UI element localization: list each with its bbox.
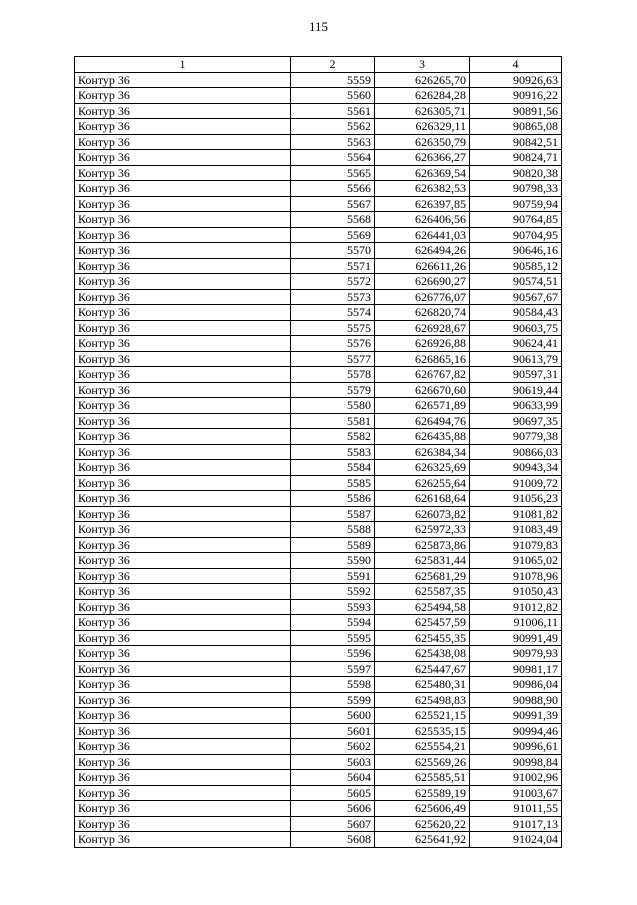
contour-name-cell: Контур 36: [75, 491, 291, 507]
table-row: [75, 289, 562, 305]
y-coordinate-cell: 91078,96: [470, 568, 562, 584]
table-row: [75, 661, 562, 677]
point-number-cell: 5607: [291, 816, 375, 832]
point-number-cell: 5589: [291, 537, 375, 553]
table-row: [75, 212, 562, 228]
y-coordinate-cell: 91065,02: [470, 553, 562, 569]
x-coordinate-cell: 625587,35: [375, 584, 470, 600]
x-coordinate-cell: 626325,69: [375, 460, 470, 476]
table-row: [75, 367, 562, 383]
table-row: [75, 723, 562, 739]
point-number-cell: 5567: [291, 196, 375, 212]
contour-name-cell: Контур 36: [75, 119, 291, 135]
contour-name-cell: Контур 36: [75, 770, 291, 786]
y-coordinate-cell: 91017,13: [470, 816, 562, 832]
y-coordinate-cell: 90633,99: [470, 398, 562, 414]
y-coordinate-cell: 90991,49: [470, 630, 562, 646]
x-coordinate-cell: 626571,89: [375, 398, 470, 414]
y-coordinate-cell: 90824,71: [470, 150, 562, 166]
y-coordinate-cell: 90926,63: [470, 72, 562, 88]
contour-name-cell: Контур 36: [75, 785, 291, 801]
contour-name-cell: Контур 36: [75, 460, 291, 476]
point-number-cell: 5603: [291, 754, 375, 770]
y-coordinate-cell: 90988,90: [470, 692, 562, 708]
x-coordinate-cell: 625831,44: [375, 553, 470, 569]
y-coordinate-cell: 91083,49: [470, 522, 562, 538]
contour-name-cell: Контур 36: [75, 599, 291, 615]
y-coordinate-cell: 90585,12: [470, 258, 562, 274]
table-row: [75, 491, 562, 507]
y-coordinate-cell: 90865,08: [470, 119, 562, 135]
contour-name-cell: Контур 36: [75, 475, 291, 491]
x-coordinate-cell: 625455,35: [375, 630, 470, 646]
table-row: [75, 630, 562, 646]
y-coordinate-cell: 91024,04: [470, 832, 562, 848]
x-coordinate-cell: 625641,92: [375, 832, 470, 848]
y-coordinate-cell: 90943,34: [470, 460, 562, 476]
contour-name-cell: Контур 36: [75, 196, 291, 212]
x-coordinate-cell: 625447,67: [375, 661, 470, 677]
y-coordinate-cell: 90798,33: [470, 181, 562, 197]
x-coordinate-cell: 625606,49: [375, 801, 470, 817]
point-number-cell: 5563: [291, 134, 375, 150]
x-coordinate-cell: 626441,03: [375, 227, 470, 243]
point-number-cell: 5605: [291, 785, 375, 801]
point-number-cell: 5573: [291, 289, 375, 305]
point-number-cell: 5569: [291, 227, 375, 243]
contour-name-cell: Контур 36: [75, 150, 291, 166]
point-number-cell: 5600: [291, 708, 375, 724]
table-row: [75, 460, 562, 476]
x-coordinate-cell: 625438,08: [375, 646, 470, 662]
x-coordinate-cell: 625480,31: [375, 677, 470, 693]
x-coordinate-cell: 626406,56: [375, 212, 470, 228]
table-row: [75, 398, 562, 414]
x-coordinate-cell: 626350,79: [375, 134, 470, 150]
table-row: [75, 413, 562, 429]
point-number-cell: 5559: [291, 72, 375, 88]
x-coordinate-cell: 625494,58: [375, 599, 470, 615]
x-coordinate-cell: 625589,19: [375, 785, 470, 801]
x-coordinate-cell: 626865,16: [375, 351, 470, 367]
contour-name-cell: Контур 36: [75, 398, 291, 414]
point-number-cell: 5608: [291, 832, 375, 848]
point-number-cell: 5560: [291, 88, 375, 104]
table-row: [75, 382, 562, 398]
contour-name-cell: Контур 36: [75, 305, 291, 321]
table-row: [75, 119, 562, 135]
point-number-cell: 5586: [291, 491, 375, 507]
x-coordinate-cell: 625498,83: [375, 692, 470, 708]
contour-name-cell: Контур 36: [75, 630, 291, 646]
contour-name-cell: Контур 36: [75, 708, 291, 724]
column-header-3: 3: [375, 57, 470, 73]
y-coordinate-cell: 90759,94: [470, 196, 562, 212]
contour-name-cell: Контур 36: [75, 801, 291, 817]
y-coordinate-cell: 91081,82: [470, 506, 562, 522]
y-coordinate-cell: 90619,44: [470, 382, 562, 398]
table-row: [75, 243, 562, 259]
y-coordinate-cell: 90646,16: [470, 243, 562, 259]
contour-name-cell: Контур 36: [75, 754, 291, 770]
table-row: [75, 196, 562, 212]
point-number-cell: 5583: [291, 444, 375, 460]
table-row: [75, 816, 562, 832]
point-number-cell: 5561: [291, 103, 375, 119]
contour-name-cell: Контур 36: [75, 506, 291, 522]
x-coordinate-cell: 626494,26: [375, 243, 470, 259]
point-number-cell: 5571: [291, 258, 375, 274]
y-coordinate-cell: 90986,04: [470, 677, 562, 693]
point-number-cell: 5574: [291, 305, 375, 321]
contour-name-cell: Контур 36: [75, 553, 291, 569]
point-number-cell: 5591: [291, 568, 375, 584]
point-number-cell: 5572: [291, 274, 375, 290]
table-row: [75, 320, 562, 336]
point-number-cell: 5575: [291, 320, 375, 336]
point-number-cell: 5595: [291, 630, 375, 646]
y-coordinate-cell: 90567,67: [470, 289, 562, 305]
point-number-cell: 5596: [291, 646, 375, 662]
contour-name-cell: Контур 36: [75, 615, 291, 631]
contour-name-cell: Контур 36: [75, 646, 291, 662]
x-coordinate-cell: 625569,26: [375, 754, 470, 770]
table-row: [75, 584, 562, 600]
point-number-cell: 5576: [291, 336, 375, 352]
x-coordinate-cell: 626168,64: [375, 491, 470, 507]
table-row: [75, 692, 562, 708]
x-coordinate-cell: 626435,88: [375, 429, 470, 445]
table-row: [75, 150, 562, 166]
table-header-row: [75, 57, 562, 73]
table-row: [75, 708, 562, 724]
x-coordinate-cell: 626382,53: [375, 181, 470, 197]
point-number-cell: 5599: [291, 692, 375, 708]
x-coordinate-cell: 625521,15: [375, 708, 470, 724]
point-number-cell: 5592: [291, 584, 375, 600]
point-number-cell: 5601: [291, 723, 375, 739]
point-number-cell: 5581: [291, 413, 375, 429]
y-coordinate-cell: 90603,75: [470, 320, 562, 336]
contour-name-cell: Контур 36: [75, 134, 291, 150]
point-number-cell: 5562: [291, 119, 375, 135]
column-header-4: 4: [470, 57, 562, 73]
contour-name-cell: Контур 36: [75, 382, 291, 398]
point-number-cell: 5604: [291, 770, 375, 786]
y-coordinate-cell: 91003,67: [470, 785, 562, 801]
contour-name-cell: Контур 36: [75, 444, 291, 460]
y-coordinate-cell: 90613,79: [470, 351, 562, 367]
y-coordinate-cell: 91079,83: [470, 537, 562, 553]
x-coordinate-cell: 626073,82: [375, 506, 470, 522]
x-coordinate-cell: 625681,29: [375, 568, 470, 584]
x-coordinate-cell: 625620,22: [375, 816, 470, 832]
y-coordinate-cell: 90574,51: [470, 274, 562, 290]
x-coordinate-cell: 626329,11: [375, 119, 470, 135]
y-coordinate-cell: 90597,31: [470, 367, 562, 383]
table-row: [75, 801, 562, 817]
table-row: [75, 181, 562, 197]
table-row: [75, 537, 562, 553]
y-coordinate-cell: 90842,51: [470, 134, 562, 150]
y-coordinate-cell: 90991,39: [470, 708, 562, 724]
x-coordinate-cell: 626820,74: [375, 305, 470, 321]
table-row: [75, 258, 562, 274]
x-coordinate-cell: 626305,71: [375, 103, 470, 119]
x-coordinate-cell: 626928,67: [375, 320, 470, 336]
y-coordinate-cell: 90981,17: [470, 661, 562, 677]
y-coordinate-cell: 90704,95: [470, 227, 562, 243]
y-coordinate-cell: 91002,96: [470, 770, 562, 786]
point-number-cell: 5598: [291, 677, 375, 693]
point-number-cell: 5582: [291, 429, 375, 445]
contour-name-cell: Контур 36: [75, 289, 291, 305]
y-coordinate-cell: 91006,11: [470, 615, 562, 631]
table-row: [75, 165, 562, 181]
table-row: [75, 134, 562, 150]
table-row: [75, 429, 562, 445]
y-coordinate-cell: 90584,43: [470, 305, 562, 321]
point-number-cell: 5585: [291, 475, 375, 491]
table-row: [75, 832, 562, 848]
contour-name-cell: Контур 36: [75, 739, 291, 755]
point-number-cell: 5568: [291, 212, 375, 228]
y-coordinate-cell: 90916,22: [470, 88, 562, 104]
contour-name-cell: Контур 36: [75, 537, 291, 553]
y-coordinate-cell: 91056,23: [470, 491, 562, 507]
point-number-cell: 5590: [291, 553, 375, 569]
x-coordinate-cell: 626776,07: [375, 289, 470, 305]
x-coordinate-cell: 626384,34: [375, 444, 470, 460]
page-number: 115: [308, 19, 329, 34]
table-row: [75, 754, 562, 770]
contour-name-cell: Контур 36: [75, 274, 291, 290]
contour-name-cell: Контур 36: [75, 832, 291, 848]
x-coordinate-cell: 626397,85: [375, 196, 470, 212]
table-row: [75, 677, 562, 693]
x-coordinate-cell: 626366,27: [375, 150, 470, 166]
y-coordinate-cell: 90996,61: [470, 739, 562, 755]
contour-name-cell: Контур 36: [75, 661, 291, 677]
contour-name-cell: Контур 36: [75, 336, 291, 352]
y-coordinate-cell: 91050,43: [470, 584, 562, 600]
contour-name-cell: Контур 36: [75, 584, 291, 600]
table-row: [75, 475, 562, 491]
table-row: [75, 72, 562, 88]
contour-name-cell: Контур 36: [75, 351, 291, 367]
y-coordinate-cell: 90820,38: [470, 165, 562, 181]
table-row: [75, 568, 562, 584]
point-number-cell: 5566: [291, 181, 375, 197]
y-coordinate-cell: 90866,03: [470, 444, 562, 460]
y-coordinate-cell: 90891,56: [470, 103, 562, 119]
x-coordinate-cell: 626690,27: [375, 274, 470, 290]
contour-name-cell: Контур 36: [75, 258, 291, 274]
point-number-cell: 5577: [291, 351, 375, 367]
table-row: [75, 646, 562, 662]
y-coordinate-cell: 91011,55: [470, 801, 562, 817]
point-number-cell: 5584: [291, 460, 375, 476]
table-row: [75, 785, 562, 801]
table-row: [75, 506, 562, 522]
x-coordinate-cell: 625972,33: [375, 522, 470, 538]
contour-name-cell: Контур 36: [75, 429, 291, 445]
point-number-cell: 5606: [291, 801, 375, 817]
point-number-cell: 5588: [291, 522, 375, 538]
contour-name-cell: Контур 36: [75, 165, 291, 181]
x-coordinate-cell: 626767,82: [375, 367, 470, 383]
table-row: [75, 615, 562, 631]
point-number-cell: 5579: [291, 382, 375, 398]
contour-name-cell: Контур 36: [75, 723, 291, 739]
table-row: [75, 522, 562, 538]
contour-name-cell: Контур 36: [75, 677, 291, 693]
table-row: [75, 103, 562, 119]
contour-name-cell: Контур 36: [75, 72, 291, 88]
point-number-cell: 5580: [291, 398, 375, 414]
table-row: [75, 599, 562, 615]
point-number-cell: 5597: [291, 661, 375, 677]
y-coordinate-cell: 90994,46: [470, 723, 562, 739]
point-number-cell: 5602: [291, 739, 375, 755]
y-coordinate-cell: 90624,41: [470, 336, 562, 352]
column-header-2: 2: [291, 57, 375, 73]
table-row: [75, 305, 562, 321]
x-coordinate-cell: 626255,64: [375, 475, 470, 491]
contour-name-cell: Контур 36: [75, 212, 291, 228]
table-row: [75, 770, 562, 786]
x-coordinate-cell: 625554,21: [375, 739, 470, 755]
table-row: [75, 88, 562, 104]
contour-name-cell: Контур 36: [75, 320, 291, 336]
table-row: [75, 351, 562, 367]
table-row: [75, 444, 562, 460]
x-coordinate-cell: 626369,54: [375, 165, 470, 181]
column-header-1: 1: [75, 57, 291, 73]
y-coordinate-cell: 91009,72: [470, 475, 562, 491]
coordinates-table: [74, 56, 562, 848]
contour-name-cell: Контур 36: [75, 103, 291, 119]
contour-name-cell: Контур 36: [75, 568, 291, 584]
table-row: [75, 274, 562, 290]
contour-name-cell: Контур 36: [75, 367, 291, 383]
contour-name-cell: Контур 36: [75, 243, 291, 259]
contour-name-cell: Контур 36: [75, 227, 291, 243]
contour-name-cell: Контур 36: [75, 181, 291, 197]
point-number-cell: 5587: [291, 506, 375, 522]
contour-name-cell: Контур 36: [75, 816, 291, 832]
y-coordinate-cell: 90998,84: [470, 754, 562, 770]
y-coordinate-cell: 91012,82: [470, 599, 562, 615]
point-number-cell: 5565: [291, 165, 375, 181]
table-row: [75, 336, 562, 352]
point-number-cell: 5570: [291, 243, 375, 259]
x-coordinate-cell: 626611,26: [375, 258, 470, 274]
contour-name-cell: Контур 36: [75, 522, 291, 538]
x-coordinate-cell: 626265,70: [375, 72, 470, 88]
x-coordinate-cell: 625873,86: [375, 537, 470, 553]
x-coordinate-cell: 625457,59: [375, 615, 470, 631]
table-row: [75, 227, 562, 243]
x-coordinate-cell: 626284,28: [375, 88, 470, 104]
table-row: [75, 739, 562, 755]
x-coordinate-cell: 625535,15: [375, 723, 470, 739]
contour-name-cell: Контур 36: [75, 692, 291, 708]
x-coordinate-cell: 626670,60: [375, 382, 470, 398]
point-number-cell: 5594: [291, 615, 375, 631]
y-coordinate-cell: 90697,35: [470, 413, 562, 429]
point-number-cell: 5578: [291, 367, 375, 383]
table-row: [75, 553, 562, 569]
table-body: [75, 72, 562, 847]
x-coordinate-cell: 626494,76: [375, 413, 470, 429]
point-number-cell: 5564: [291, 150, 375, 166]
x-coordinate-cell: 625585,51: [375, 770, 470, 786]
x-coordinate-cell: 626926,88: [375, 336, 470, 352]
y-coordinate-cell: 90764,85: [470, 212, 562, 228]
point-number-cell: 5593: [291, 599, 375, 615]
y-coordinate-cell: 90979,93: [470, 646, 562, 662]
contour-name-cell: Контур 36: [75, 88, 291, 104]
y-coordinate-cell: 90779,38: [470, 429, 562, 445]
contour-name-cell: Контур 36: [75, 413, 291, 429]
